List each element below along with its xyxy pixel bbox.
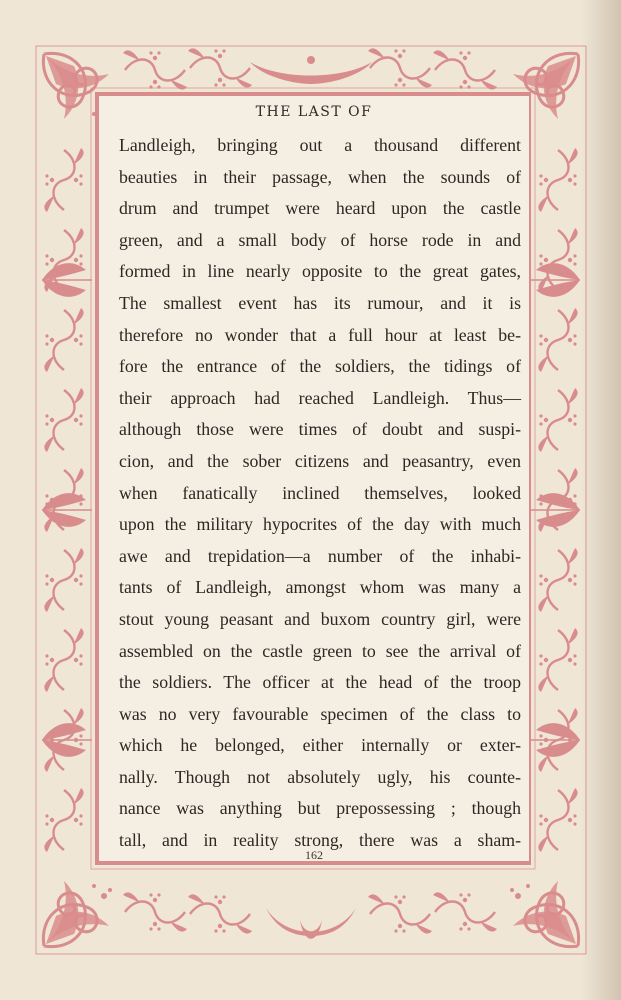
text-line: was no very favourable specimen of the class to: [119, 703, 521, 724]
text-line: fore the entrance of the soldiers, the tidings of: [119, 356, 521, 377]
text-line: although those were times of doubt and suspi-: [119, 419, 521, 440]
text-line: stout young peasant and buxom country girl, were: [119, 608, 521, 629]
text-line: therefore no wonder that a full hour at least be-: [119, 324, 521, 345]
text-line: green, and a small body of horse rode in and: [119, 229, 521, 250]
text-line: awe and trepidation—a number of the inhabi-: [119, 545, 521, 566]
text-line: tants of Landleigh, amongst whom was many a: [119, 577, 521, 598]
text-line: the soldiers. The officer at the head of the troop: [119, 672, 521, 693]
text-line: their approach had reached Landleigh. Thus—: [119, 387, 521, 408]
text-line: beauties in their passage, when the sounds of: [119, 166, 521, 187]
text-line: nally. Though not absolutely ugly, his counte-: [119, 766, 521, 787]
text-line: drum and trumpet were heard upon the castle: [119, 198, 521, 219]
text-line: Landleigh, bringing out a thousand different: [119, 135, 521, 155]
text-line: tall, and in reality strong, there was a sham-: [119, 830, 521, 851]
text-line: which he belonged, either internally or exter-: [119, 735, 521, 756]
text-line: formed in line nearly opposite to the great gates,: [119, 261, 521, 282]
running-head: THE LAST OF: [255, 104, 373, 120]
text-line: assembled on the castle green to see the arrival of: [119, 640, 521, 661]
text-line: nance was anything but prepossessing ; though: [119, 798, 521, 819]
text-line: when fanatically inclined themselves, looked: [119, 482, 521, 503]
text-line: The smallest event has its rumour, and it is: [119, 292, 521, 313]
text-line: cion, and the sober citizens and peasantry, even: [119, 450, 521, 471]
page-number: 162: [305, 848, 323, 862]
text-line: upon the military hypocrites of the day with much: [119, 514, 521, 535]
body-text: [119, 130, 521, 857]
